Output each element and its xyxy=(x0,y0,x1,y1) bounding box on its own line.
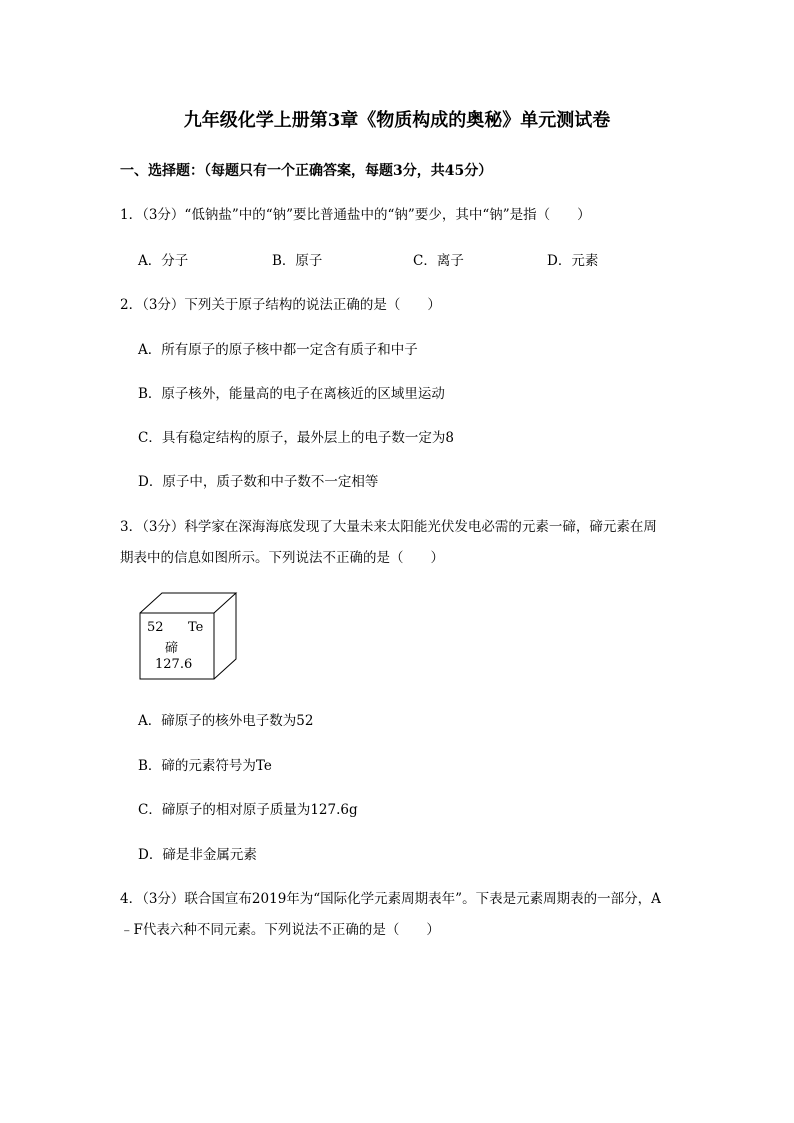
question-3-stem-line-2: 期表中的信息如图所示。下列说法不正确的是（ ） xyxy=(120,550,444,566)
question-2-option-b: B．原子核外，能量高的电子在离核近的区域里运动 xyxy=(138,386,445,402)
question-2-option-d: D．原子中，质子数和中子数不一定相等 xyxy=(138,474,379,490)
section-heading: 一、选择题：（每题只有一个正确答案，每题3分，共45分） xyxy=(120,163,493,179)
element-name: 碲 xyxy=(165,641,179,656)
question-4-stem-line-1: 4．（3分）联合国宣布2019年为“国际化学元素周期表年”。下表是元素周期表的一部分，A xyxy=(120,891,661,907)
element-symbol: Te xyxy=(188,620,204,635)
question-3-option-b: B．碲的元素符号为Te xyxy=(138,758,272,774)
question-1-option-d: D．元素 xyxy=(547,253,599,269)
question-1-option-b: B．原子 xyxy=(272,253,323,269)
question-2-stem: 2．（3分）下列关于原子结构的说法正确的是（ ） xyxy=(120,297,441,313)
question-3-option-a: A．碲原子的核外电子数为52 xyxy=(138,713,314,729)
question-1-option-c: C．离子 xyxy=(413,253,464,269)
question-2-option-c: C．具有稳定结构的原子，最外层上的电子数一定为8 xyxy=(138,430,454,446)
question-3-option-d: D．碲是非金属元素 xyxy=(138,847,257,863)
question-2-option-a: A．所有原子的原子核中都一定含有质子和中子 xyxy=(138,342,418,358)
question-1-stem: 1．（3分）“低钠盐”中的“钠”要比普通盐中的“钠”要少，其中“钠”是指（ ） xyxy=(120,207,591,223)
question-1-option-a: A．分子 xyxy=(138,253,189,269)
element-cube-figure xyxy=(138,591,238,681)
question-3-option-c: C．碲原子的相对原子质量为127.6g xyxy=(138,802,358,818)
element-atomic-number: 52 xyxy=(147,620,164,635)
element-atomic-mass: 127.6 xyxy=(155,657,193,672)
question-4-stem-line-2: ﹣F代表六种不同元素。下列说法不正确的是（ ） xyxy=(120,922,440,938)
page-title: 九年级化学上册第3章《物质构成的奥秘》单元测试卷 xyxy=(183,110,611,131)
question-3-stem-line-1: 3．（3分）科学家在深海海底发现了大量未来太阳能光伏发电必需的元素一碲，碲元素在周 xyxy=(120,519,657,535)
